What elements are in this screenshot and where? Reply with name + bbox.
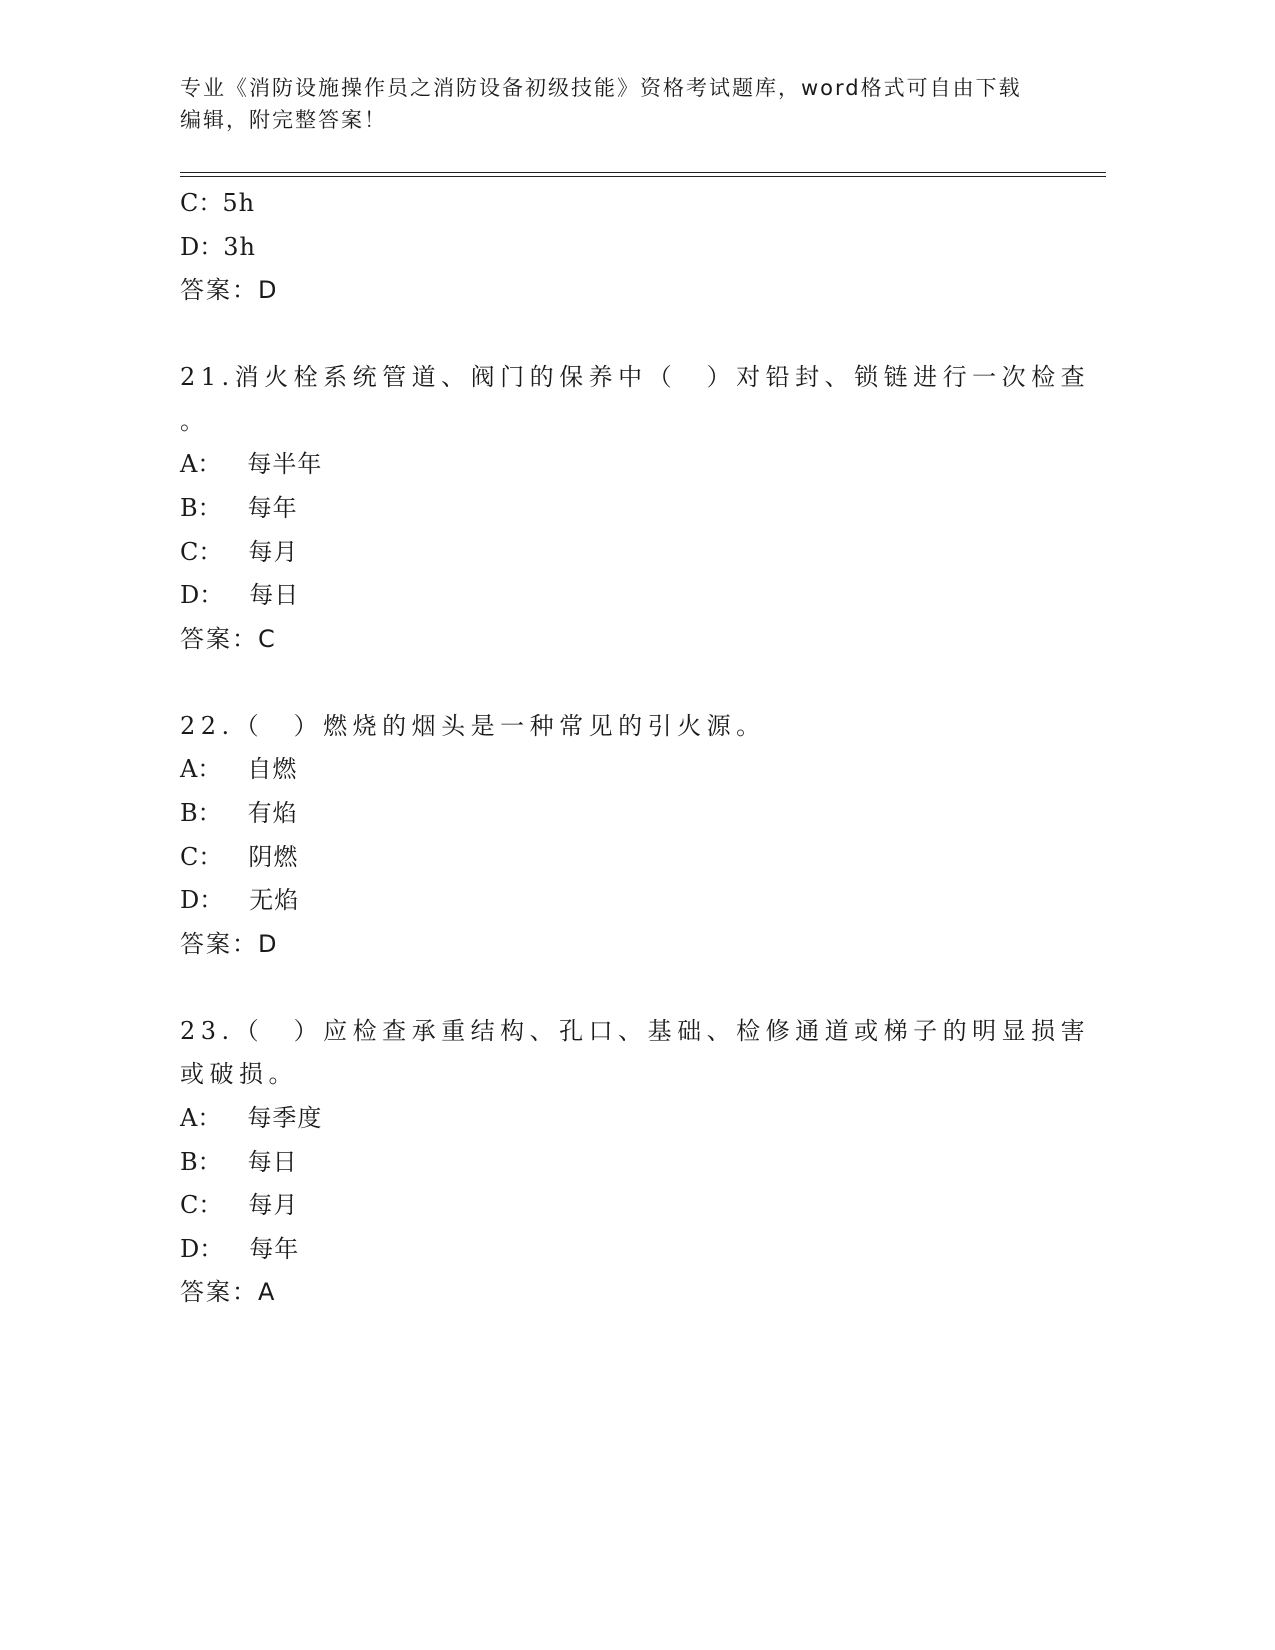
option-key: D： [180, 233, 224, 261]
option-key: B： [180, 1148, 222, 1176]
question-text: 21.消火栓系统管道、阀门的保养中（ ）对铅封、锁链进行一次检查 [180, 363, 1091, 391]
option-key: B： [180, 494, 222, 522]
answer-line: 答案：A [180, 1278, 277, 1306]
option-text: 每日 [247, 1148, 298, 1176]
option-text: 5h [222, 189, 256, 217]
option-key: D： [180, 886, 224, 914]
question-text-continued: 。 [180, 407, 210, 435]
option-line [180, 188, 255, 218]
option-key: A： [180, 755, 222, 783]
option-text: 每日 [249, 581, 300, 609]
option-text: 每季度 [247, 1104, 323, 1132]
option-text: 无焰 [249, 886, 300, 914]
option-key: C： [180, 1191, 223, 1219]
option-text: 阴燃 [248, 843, 299, 871]
option-key: A： [180, 1104, 222, 1132]
answer-line: 答案：C [180, 625, 277, 653]
option-text: 每月 [248, 1191, 299, 1219]
option-line [180, 493, 298, 523]
option-line [180, 1147, 298, 1177]
option-key: D： [180, 1235, 224, 1263]
option-key: C： [180, 189, 223, 217]
option-key: A： [180, 450, 222, 478]
option-line [180, 449, 322, 479]
option-line [180, 1103, 322, 1133]
option-line [180, 537, 298, 567]
question-text: 23.（ ）应检查承重结构、孔口、基础、检修通道或梯子的明显损害 [180, 1017, 1091, 1045]
answer-line: 答案：D [180, 930, 279, 958]
answer-line: 答案：D [180, 276, 279, 304]
option-line [180, 885, 299, 915]
question-text-continued: 或破损。 [180, 1060, 298, 1088]
option-key: C： [180, 843, 223, 871]
option-line [180, 1234, 299, 1264]
document-header: 专业《消防设施操作员之消防设备初级技能》资格考试题库，word格式可自由下载编辑，附完整答案！ [180, 76, 1022, 132]
option-line [180, 842, 298, 872]
option-text: 自燃 [247, 755, 298, 783]
option-key: D： [180, 581, 224, 609]
option-text: 有焰 [247, 799, 298, 827]
question-text: 22.（ ）燃烧的烟头是一种常见的引火源。 [180, 712, 766, 740]
option-line [180, 754, 297, 784]
option-line [180, 798, 298, 828]
header-divider-top [180, 172, 1106, 173]
option-text: 每年 [249, 1235, 300, 1263]
option-text: 每半年 [247, 450, 323, 478]
option-line [180, 232, 256, 262]
header-divider-bottom [180, 176, 1106, 177]
option-line [180, 1190, 298, 1220]
option-text: 3h [223, 233, 256, 261]
option-text: 每月 [248, 538, 299, 566]
option-key: B： [180, 799, 222, 827]
option-key: C： [180, 538, 223, 566]
option-line [180, 580, 299, 610]
option-text: 每年 [247, 494, 298, 522]
